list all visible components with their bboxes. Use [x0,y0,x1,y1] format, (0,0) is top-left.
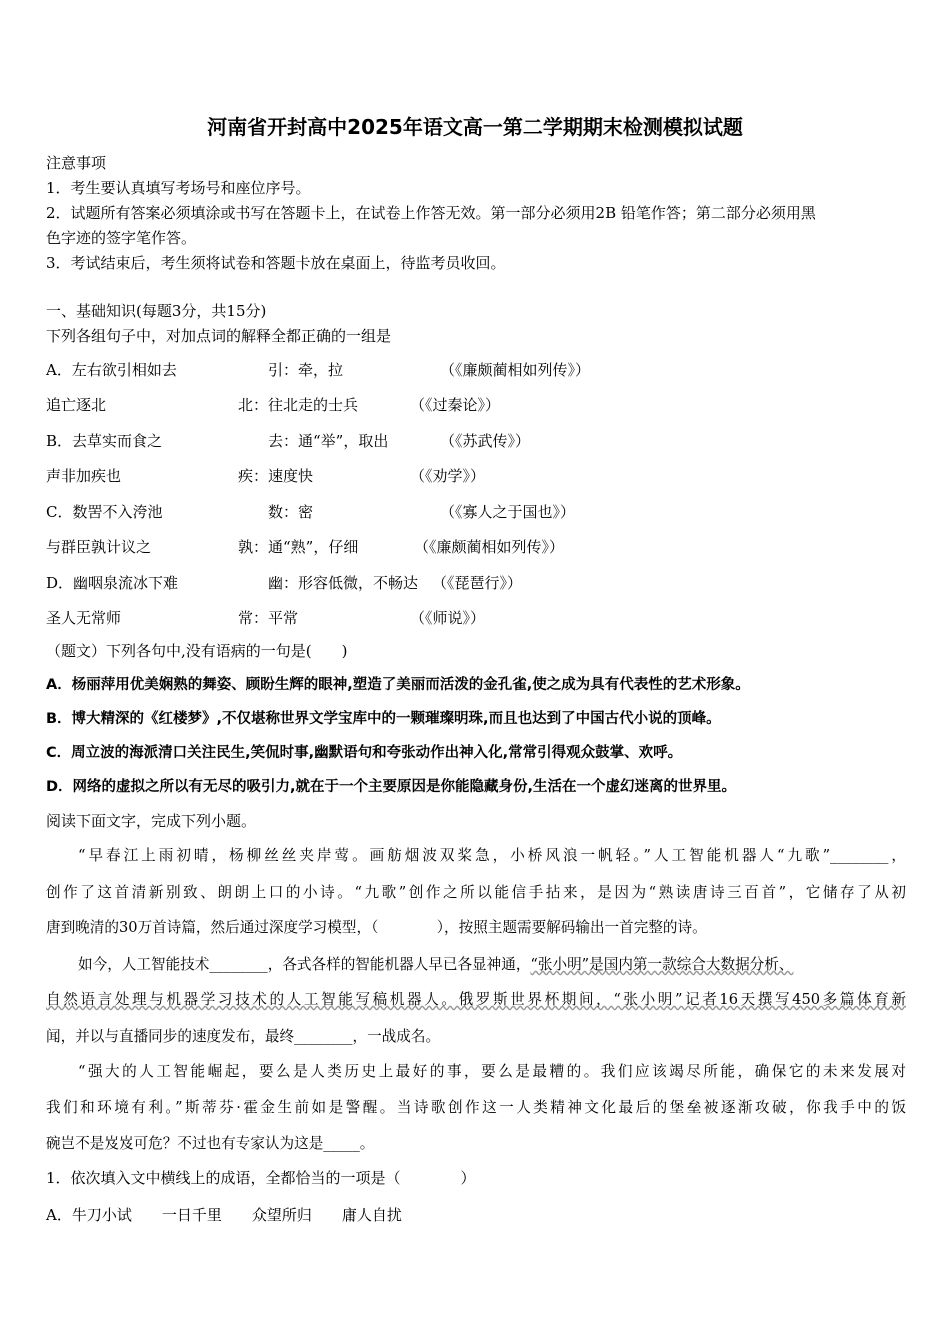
choice-d: D．网络的虚拟之所以有无尽的吸引力,就在于一个主要原因是你能隐藏身份,生活在一个虚幻迷离的世界里。 [46,779,737,795]
option-sentence: B．去草实而食之 [46,432,163,450]
choice-a: A．杨丽萍用优美娴熟的舞姿、顾盼生辉的眼神,塑造了美丽而活泼的金孔雀,使之成为具有代表性的艺术形象。 [46,677,750,693]
question-stem: 1．依次填入文中横线上的成语，全都恰当的一项是（ ） [46,1169,476,1187]
choice-a: A．牛刀小试 一日千里 众望所归 庸人自扰 [46,1206,402,1224]
option-sentence: 声非加疾也 [46,467,122,485]
option-sentence: 追亡逐北 [46,396,107,414]
option-source: （《廉颇蔺相如列传》） [414,538,565,556]
section-heading: 一、基础知识(每题3分，共15分) [46,302,267,320]
option-explanation: 幽：形容低微，不畅达 [268,574,419,592]
option-explanation: 北：往北走的士兵 [238,396,359,414]
option-sentence: 圣人无常师 [46,609,122,627]
choice-b: B．博大精深的《红楼梦》,不仅堪称世界文学宝库中的一颗璀璨明珠,而且也达到了中国古代小说的顶峰。 [46,711,721,727]
question-stem: （题文）下列各句中,没有语病的一句是( ) [46,642,348,660]
option-explanation: 常：平常 [238,609,299,627]
notice-item-3: 3．考试结束后，考生须将试卷和答题卡放在桌面上，待监考员收回。 [46,254,506,272]
option-sentence: A．左右欲引相如去 [46,361,177,379]
question-stem: 下列各组句子中，对加点词的解释全都正确的一组是 [46,327,392,345]
option-source: （《过秦论》） [410,396,501,414]
passage-line [78,955,793,975]
option-explanation: 疾：速度快 [238,467,314,485]
notice-item-2-line-1: 2．试题所有答案必须填涂或书写在答题卡上，在试卷上作答无效。第一部分必须用2B 铅笔作答；第二部分必须用黑 [46,204,816,222]
option-sentence: 与群臣孰计议之 [46,538,152,556]
passage-line: “早春江上雨初晴，杨柳丝丝夹岸莺。画舫烟波双桨急，小桥风浪一帆轻。”人工智能机器人“九歌”________， [78,847,906,864]
reading-intro: 阅读下面文字，完成下列小题。 [46,812,257,830]
passage-line: 闻，并以与直播同步的速度发布，最终________，一战成名。 [46,1028,441,1045]
passage-line: 自然语言处理与机器学习技术的人工智能写稿机器人。俄罗斯世界杯期间，“张小明”记者16天撰写450多篇体育新 [46,991,906,1008]
option-explanation: 孰：通“熟”，仔细 [238,538,359,556]
option-explanation: 数：密 [268,503,314,521]
option-sentence: D．幽咽泉流冰下难 [46,574,179,592]
option-explanation: 引：牵，拉 [268,361,344,379]
passage-line: 碗岂不是岌岌可危？不过也有专家认为这是_____。 [46,1135,375,1152]
option-explanation: 去：通“举”，取出 [268,432,389,450]
option-source: （《师说》） [410,609,486,627]
option-sentence: C．数罟不入洿池 [46,503,163,521]
page-title: 河南省开封高中2025年语文高一第二学期期末检测模拟试题 [207,115,743,139]
notice-heading: 注意事项 [46,154,107,172]
option-source: （《琵琶行》） [432,574,523,592]
passage-line: “强大的人工智能崛起，要么是人类历史上最好的事，要么是最糟的。我们应该竭尽所能，确保它的未来发展对 [78,1063,906,1080]
notice-item-1: 1．考生要认真填写考场号和座位序号。 [46,179,311,197]
passage-segment: 如今，人工智能技术________，各式各样的智能机器人早已各显神通， [78,956,531,973]
passage-segment-underlined: “张小明”是国内第一款综合大数据分析、 [530,956,794,973]
passage-line: 唐到晚清的30万首诗篇，然后通过深度学习模型，（ ），按照主题需要解码输出一首完整的诗。 [46,919,707,936]
passage-line: 创作了这首清新别致、朗朗上口的小诗。“九歌”创作之所以能信手拈来，是因为“熟读唐诗三百首”，它储存了从初 [46,884,906,901]
choice-c: C．周立波的海派清口关注民生,笑侃时事,幽默语句和夸张动作出神入化,常常引得观众鼓掌、欢呼。 [46,745,683,761]
option-source: （《廉颇蔺相如列传》） [440,361,591,379]
notice-item-2-line-2: 色字迹的签字笔作答。 [46,229,197,247]
option-source: （《劝学》） [410,467,486,485]
option-source: （《寡人之于国也》） [440,503,576,521]
option-source: （《苏武传》） [440,432,531,450]
passage-line: 我们和环境有利。”斯蒂芬·霍金生前如是警醒。当诗歌创作这一人类精神文化最后的堡垒被逐渐攻破，你我手中的饭 [46,1099,906,1116]
